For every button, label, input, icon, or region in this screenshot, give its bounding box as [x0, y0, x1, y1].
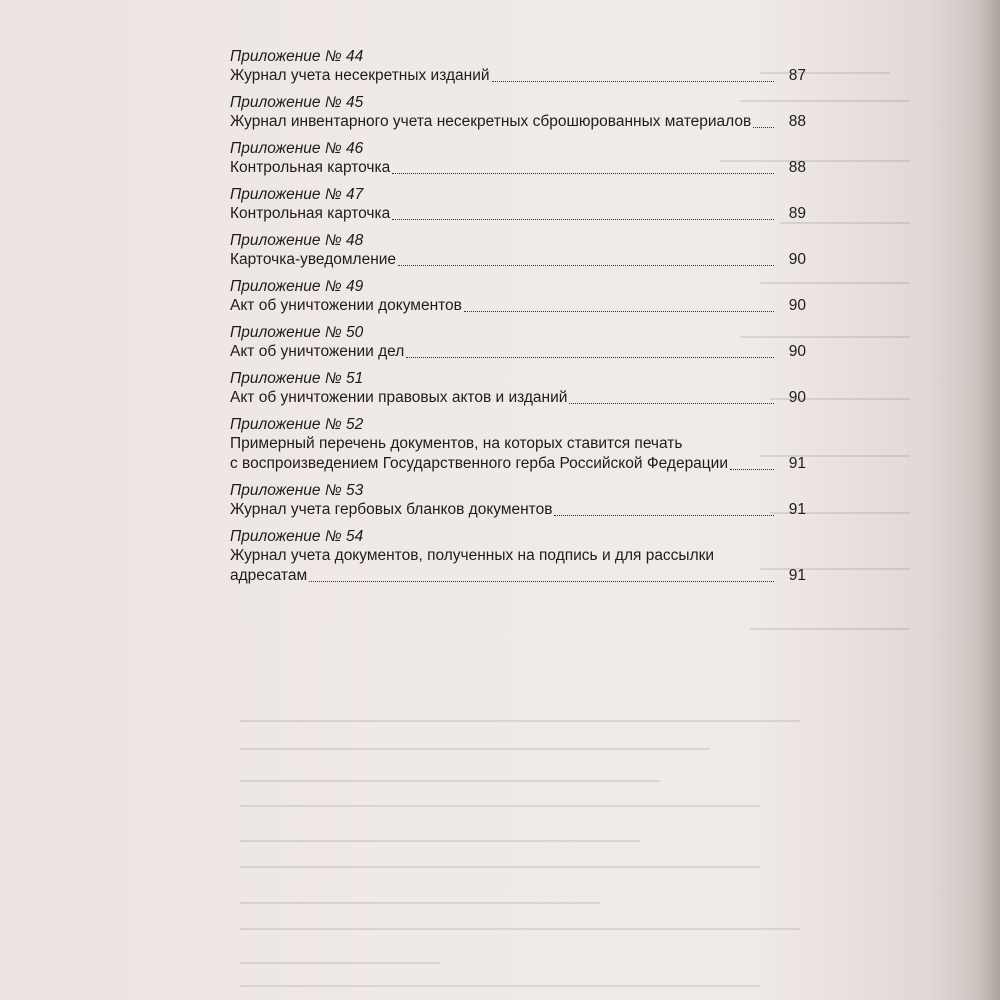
page-number: 91: [788, 501, 806, 518]
toc-entry: [230, 323, 806, 362]
toc-entry: [230, 185, 806, 224]
entry-title: Акт об уничтожении правовых актов и изданий: [230, 389, 568, 406]
page-number: 88: [788, 113, 806, 130]
page-number: 90: [788, 389, 806, 406]
page-number: 91: [788, 567, 806, 584]
entry-title: Акт об уничтожении документов: [230, 297, 462, 314]
entry-title: адресатам: [230, 567, 308, 584]
appendix-heading: Приложение № 48: [230, 232, 364, 249]
appendix-heading: Приложение № 53: [230, 482, 364, 499]
appendix-heading: Приложение № 51: [230, 370, 364, 387]
page-number: 87: [788, 67, 806, 84]
entry-leader-row: [230, 566, 806, 586]
appendix-heading: Приложение № 52: [230, 416, 364, 433]
toc-entry: [230, 369, 806, 408]
entry-leader-row: [230, 250, 806, 270]
toc-entry: [230, 415, 806, 474]
entry-leader-row: [230, 296, 806, 316]
page-number: 90: [788, 297, 806, 314]
dot-leader: [464, 310, 774, 312]
toc-entry: [230, 93, 806, 132]
dot-leader: [554, 514, 774, 516]
entry-title: Акт об уничтожении дел: [230, 343, 405, 360]
page-number: 91: [788, 455, 806, 472]
dot-leader: [569, 402, 774, 404]
dot-leader: [406, 356, 774, 358]
entry-leader-row: [230, 158, 806, 178]
toc-entry: [230, 481, 806, 520]
toc-entry: [230, 139, 806, 178]
entry-title: Карточка-уведомление: [230, 251, 397, 268]
entry-title: Журнал учета гербовых бланков документов: [230, 501, 553, 518]
entry-title-line: Журнал учета документов, полученных на подпись и для рассылки: [230, 547, 715, 564]
dot-leader: [392, 172, 774, 174]
appendix-heading: Приложение № 47: [230, 186, 364, 203]
dot-leader: [730, 468, 774, 470]
entry-leader-row: [230, 454, 806, 474]
appendix-heading: Приложение № 49: [230, 278, 364, 295]
entry-leader-row: [230, 342, 806, 362]
appendix-heading: Приложение № 54: [230, 528, 364, 545]
appendix-heading: Приложение № 50: [230, 324, 364, 341]
page-number: 90: [788, 343, 806, 360]
dot-leader: [398, 264, 774, 266]
dot-leader: [753, 126, 774, 128]
entry-title-line: Примерный перечень документов, на которых ставится печать: [230, 435, 683, 452]
entry-title: Журнал учета несекретных изданий: [230, 67, 490, 84]
appendix-heading: Приложение № 44: [230, 48, 364, 65]
toc-entry: [230, 277, 806, 316]
toc-entry: [230, 527, 806, 586]
page-number: 90: [788, 251, 806, 268]
dot-leader: [492, 80, 774, 82]
entry-leader-row: [230, 204, 806, 224]
entry-title: с воспроизведением Государственного герба Российской Федерации: [230, 455, 728, 472]
entry-title: Журнал инвентарного учета несекретных сброшюрованных материалов: [230, 113, 752, 130]
entry-leader-row: [230, 500, 806, 520]
entry-leader-row: [230, 66, 806, 86]
entry-leader-row: [230, 388, 806, 408]
entry-title: Контрольная карточка: [230, 159, 391, 176]
appendix-heading: Приложение № 46: [230, 140, 364, 157]
page-number: 88: [788, 159, 806, 176]
toc-entry: [230, 231, 806, 270]
toc-entry: [230, 47, 806, 86]
entry-title: Контрольная карточка: [230, 205, 391, 222]
table-of-contents: [230, 40, 806, 586]
dot-leader: [309, 580, 774, 582]
appendix-heading: Приложение № 45: [230, 94, 364, 111]
page-gutter-shadow: [930, 0, 1000, 1000]
page-number: 89: [788, 205, 806, 222]
dot-leader: [392, 218, 774, 220]
entry-leader-row: [230, 112, 806, 132]
